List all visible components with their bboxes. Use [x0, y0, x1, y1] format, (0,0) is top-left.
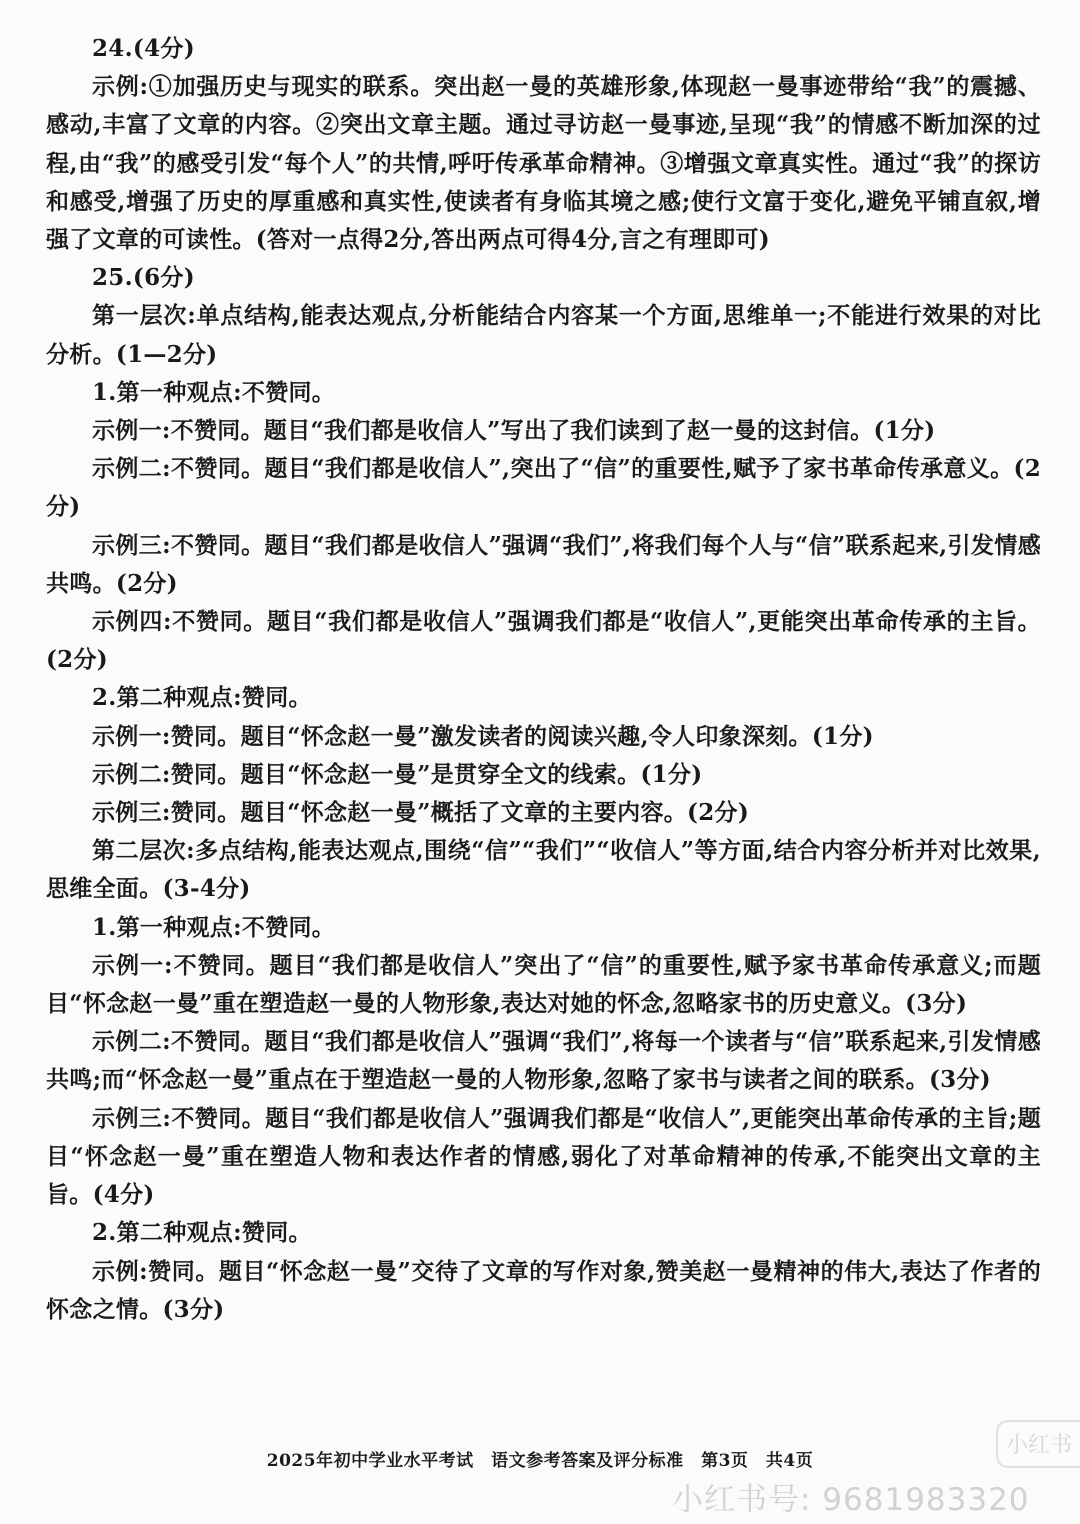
level1-view1-example-4: 示例四:不赞同。题目“我们都是收信人”强调我们都是“收信人”,更能突出革命传承的主旨。(2分) — [46, 608, 1041, 674]
level1-view1-example-1: 示例一:不赞同。题目“我们都是收信人”写出了我们读到了赵一曼的这封信。(1分) — [92, 417, 936, 445]
level1-view2-example-2: 示例二:赞同。题目“怀念赵一曼”是贯穿全文的线索。(1分) — [92, 760, 703, 788]
page-footer: 2025年初中学业水平考试 语文参考答案及评分标准 第3页 共4页 — [266, 1451, 814, 1471]
level1-view1-example-3: 示例三:不赞同。题目“我们都是收信人”强调“我们”,将我们每个人与“信”联系起来,引发情感共鸣。(2分) — [46, 531, 1041, 597]
watermark-text: 小红书号: 9681983320 — [672, 1482, 1030, 1518]
level1-view1-title: 1.第一种观点:不赞同。 — [92, 378, 336, 406]
level2-view2-title: 2.第二种观点:赞同。 — [92, 1219, 312, 1247]
watermark-logo: 小红书 — [996, 1420, 1080, 1468]
level2-view1-example-1: 示例一:不赞同。题目“我们都是收信人”突出了“信”的重要性,赋予家书革命传承意义;而题目“怀念赵一曼”重在塑造赵一曼的人物形象,表达对她的怀念,忽略家书的历史意义。(3分) — [46, 951, 1041, 1018]
question-24-answer: 示例:①加强历史与现实的联系。突出赵一曼的英雄形象,体现赵一曼事迹带给“我”的震撼、感动,丰富了文章的内容。②突出文章主题。通过寻访赵一曼事迹,呈现“我”的情感不断加深的过程,由“我”的感受引发“每个人”的共情,呼吁传承革命精神。③增强文章真实性。通过“我”的探访和感受,增强了历史的厚重感和真实性,使读者有身临其境之感;使行文富于变化,避免平铺直叙,增强了文章的可读性。(答对一点得2分,答出两点可得4分,言之有理即可) — [46, 73, 1041, 254]
level1-view2-title: 2.第二种观点:赞同。 — [92, 684, 312, 712]
question-24-heading: 24.(4分) — [92, 35, 195, 62]
level1-description: 第一层次:单点结构,能表达观点,分析能结合内容某一个方面,思维单一;不能进行效果的对比分析。(1—2分) — [46, 302, 1041, 368]
question-25-heading: 25.(6分) — [92, 264, 195, 292]
level2-view1-example-3: 示例三:不赞同。题目“我们都是收信人”强调我们都是“收信人”,更能突出革命传承的主旨;题目“怀念赵一曼”重在塑造人物和表达作者的情感,弱化了对革命精神的传承,不能突出文章的主旨。(4分) — [46, 1104, 1041, 1209]
level1-view2-example-1: 示例一:赞同。题目“怀念赵一曼”激发读者的阅读兴趣,令人印象深刻。(1分) — [92, 722, 874, 750]
level2-view2-example-1: 示例:赞同。题目“怀念赵一曼”交待了文章的写作对象,赞美赵一曼精神的伟大,表达了作者的怀念之情。(3分) — [46, 1257, 1041, 1323]
page-content — [46, 30, 1041, 1329]
level2-view1-title: 1.第一种观点:不赞同。 — [92, 913, 336, 941]
level2-view1-example-2: 示例二:不赞同。题目“我们都是收信人”强调“我们”,将每一个读者与“信”联系起来,引发情感共鸣;而“怀念赵一曼”重点在于塑造赵一曼的人物形象,忽略了家书与读者之间的联系。(3分) — [46, 1028, 1041, 1094]
level2-description: 第二层次:多点结构,能表达观点,围绕“信”“我们”“收信人”等方面,结合内容分析并对比效果,思维全面。(3-4分) — [46, 837, 1041, 903]
level1-view2-example-3: 示例三:赞同。题目“怀念赵一曼”概括了文章的主要内容。(2分) — [92, 799, 750, 827]
level1-view1-example-2: 示例二:不赞同。题目“我们都是收信人”,突出了“信”的重要性,赋予了家书革命传承意义。(2分) — [46, 455, 1041, 521]
